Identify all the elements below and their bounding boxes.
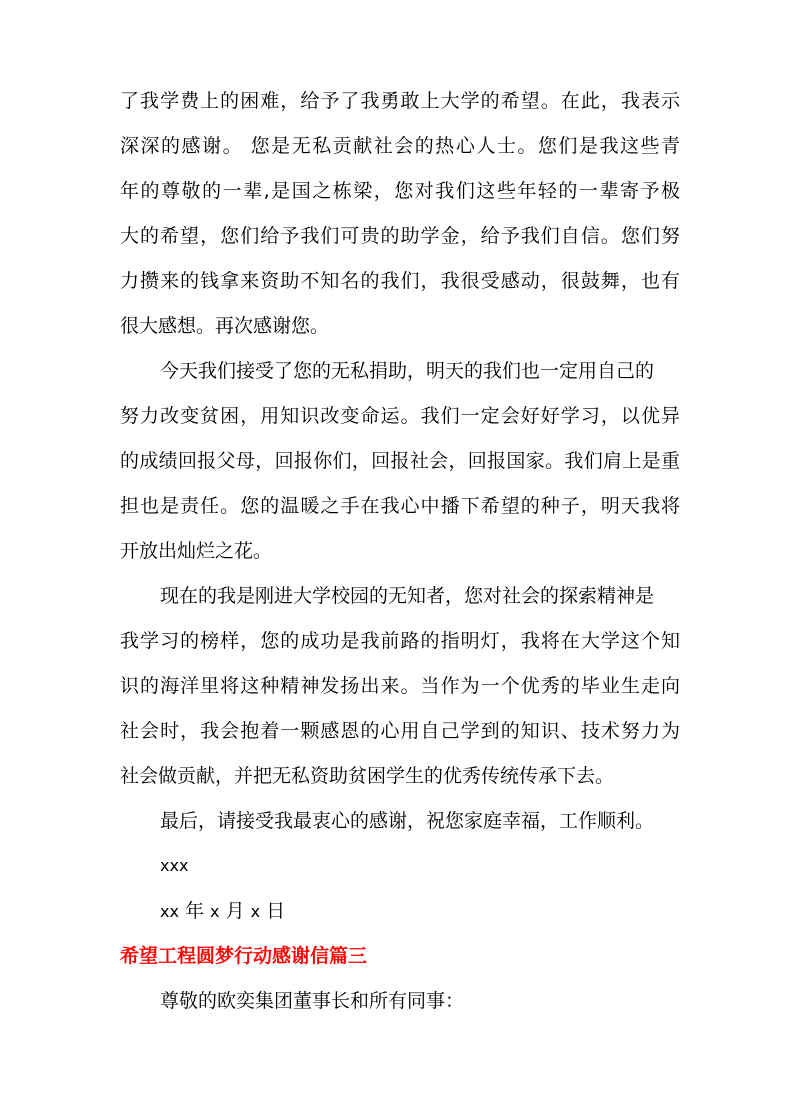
paragraph-line: 社会时，我会抱着一颗感恩的心用自己学到的知识、技术努力为 xyxy=(120,720,680,742)
paragraph-line: 深深的感谢。 您是无私贡献社会的热心人士。您们是我这些青 xyxy=(120,135,680,157)
paragraph-line: 的成绩回报父母，回报你们，回报社会，回报国家。我们肩上是重 xyxy=(120,450,680,472)
date-month-placeholder: x xyxy=(210,902,220,921)
paragraph-line: 了我学费上的困难，给予了我勇敢上大学的希望。在此，我表示 xyxy=(120,90,680,112)
date-month-label: 月 xyxy=(225,900,245,922)
signature: xxx xyxy=(160,856,189,875)
date-day-placeholder: x xyxy=(250,902,261,921)
date-day-label: 日 xyxy=(266,900,286,922)
salutation: 尊敬的欧奕集团董事长和所有同事： xyxy=(160,990,465,1012)
paragraph-line: 我学习的榜样，您的成功是我前路的指明灯，我将在大学这个知 xyxy=(120,630,680,652)
paragraph-line: 年的尊敬的一辈,是国之栋梁，您对我们这些年轻的一辈寄予极 xyxy=(120,180,680,202)
paragraph-line: 大的希望，您们给予我们可贵的助学金，给予我们自信。您们努 xyxy=(120,225,680,247)
paragraph-line: 今天我们接受了您的无私捐助，明天的我们也一定用自己的 xyxy=(160,360,655,382)
paragraph-line: 识的海洋里将这种精神发扬出来。当作为一个优秀的毕业生走向 xyxy=(120,675,680,697)
paragraph-line: 努力改变贫困，用知识改变命运。我们一定会好好学习，以优异 xyxy=(120,405,680,427)
paragraph-line: 担也是责任。您的温暖之手在我心中播下希望的种子，明天我将 xyxy=(120,495,680,517)
paragraph-line: 现在的我是刚进大学校园的无知者，您对社会的探索精神是 xyxy=(160,585,655,607)
paragraph-line: 社会做贡献，并把无私资助贫困学生的优秀传统传承下去。 xyxy=(120,765,615,787)
section-heading: 希望工程圆梦行动感谢信篇三 xyxy=(120,945,368,967)
paragraph-line: 很大感想。再次感谢您。 xyxy=(120,315,330,337)
closing-line: 最后，请接受我最衷心的感谢，祝您家庭幸福，工作顺利。 xyxy=(160,810,655,832)
date-year-placeholder: xx xyxy=(160,902,179,921)
date-line xyxy=(160,898,680,925)
date-year-label: 年 xyxy=(184,900,204,922)
paragraph-line: 开放出灿烂之花。 xyxy=(120,540,273,562)
paragraph-line: 力攒来的钱拿来资助不知名的我们，我很受感动，很鼓舞，也有 xyxy=(120,270,680,292)
